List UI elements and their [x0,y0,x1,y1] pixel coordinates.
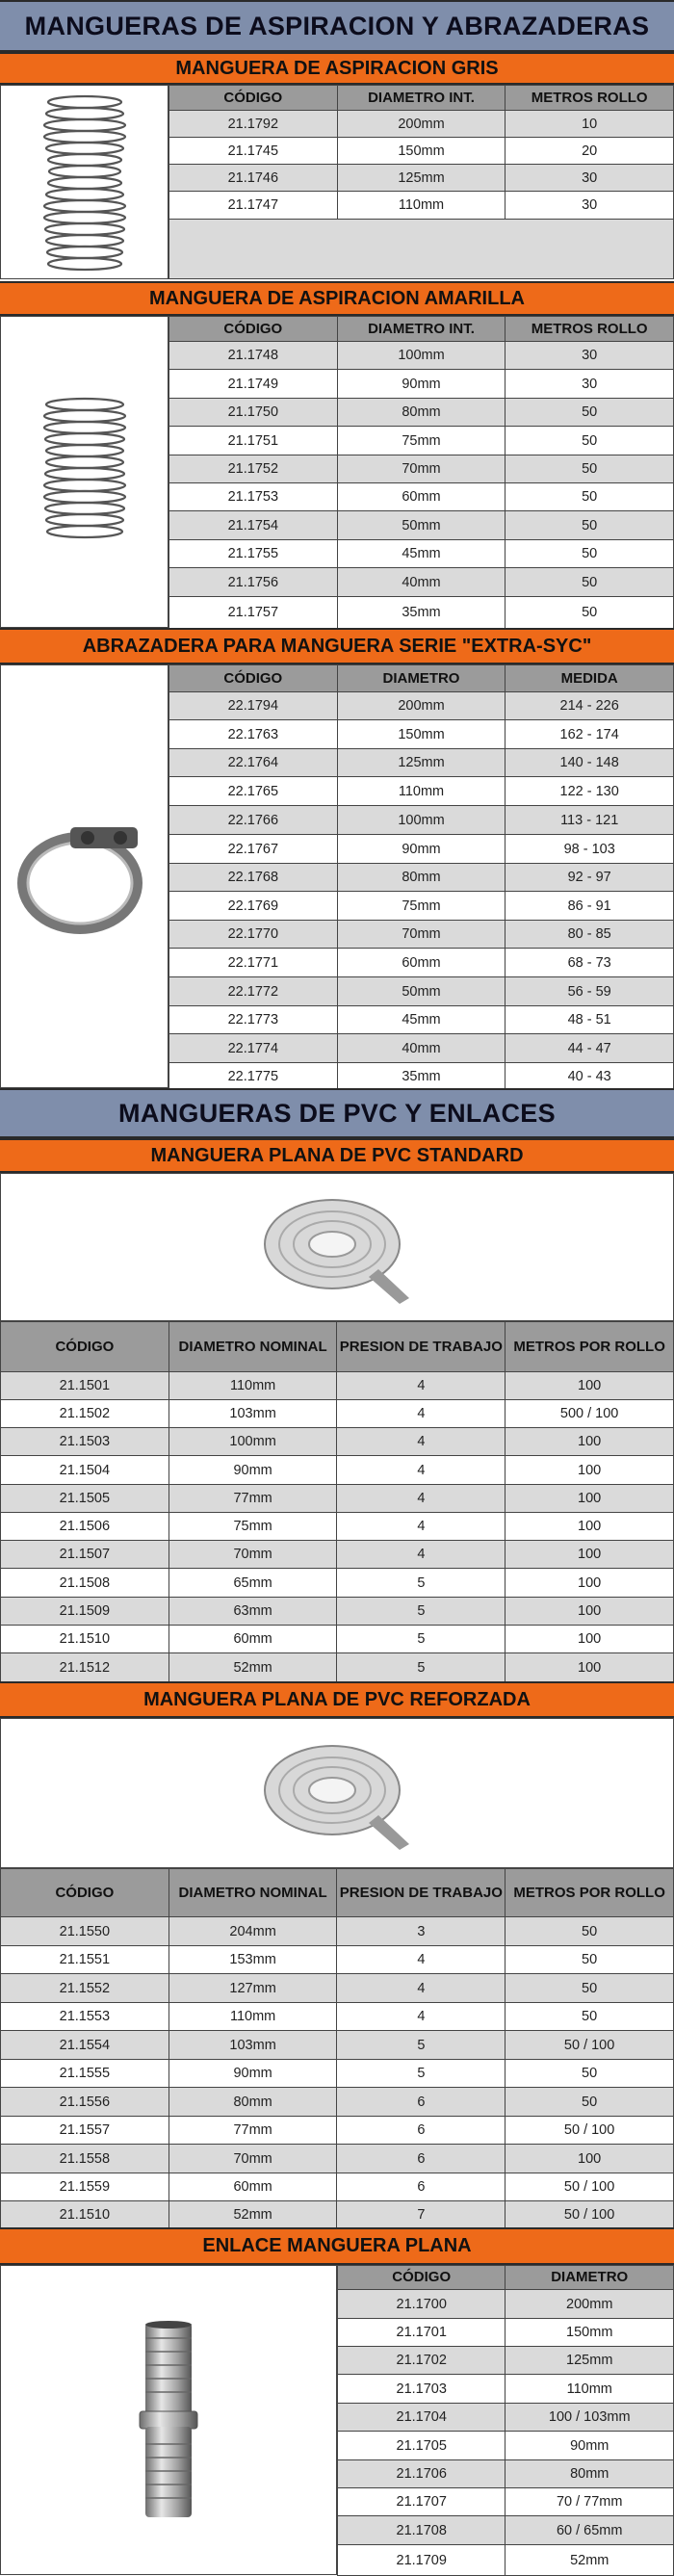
cell-diam: 70mm [337,921,506,949]
cell-code: 21.1748 [169,342,338,370]
cell-code: 21.1707 [338,2488,506,2516]
table-gris [168,85,674,220]
cell-code: 21.1703 [338,2375,506,2404]
cell-meters: 50 [506,540,674,568]
table-pvc-reforzada [0,1868,674,2229]
cell-meters: 100 [506,1372,674,1400]
cell-meters: 100 [506,1485,674,1513]
cell-code: 21.1745 [169,138,338,165]
cell-diam: 60mm [168,1626,337,1653]
cell-meters: 30 [506,192,674,220]
th-codigo: CÓDIGO [1,1322,169,1372]
cell-diam: 103mm [168,2031,337,2060]
th-diametro: DIAMETRO INT. [337,317,506,342]
th-codigo: CÓDIGO [1,1869,169,1917]
cell-meters: 50 / 100 [506,2031,674,2060]
cell-pressure: 4 [337,1456,506,1485]
cell-code: 21.1792 [169,111,338,138]
cell-code: 21.1554 [1,2031,169,2060]
cell-code: 21.1756 [169,568,338,597]
cell-meters: 50 [506,1917,674,1946]
th-diametro: DIAMETRO [337,665,506,692]
section-title-pvc-reforzada: MANGUERA PLANA DE PVC REFORZADA [0,1681,674,1718]
cell-code: 21.1501 [1,1372,169,1400]
cell-meters: 50 / 100 [506,2117,674,2145]
th-metros: METROS ROLLO [506,317,674,342]
cell-code: 21.1558 [1,2145,169,2173]
hose-clamp-icon [0,664,168,1088]
cell-pressure: 4 [337,1428,506,1456]
cell-diam: 77mm [168,2117,337,2145]
th-presion: PRESION DE TRABAJO [337,1322,506,1372]
cell-code: 21.1751 [169,427,338,455]
cell-meters: 100 [506,1626,674,1653]
cell-code: 21.1704 [338,2404,506,2432]
cell-size: 68 - 73 [506,949,674,977]
cell-code: 21.1702 [338,2347,506,2375]
cell-diam: 75mm [337,892,506,921]
cell-diam: 60mm [337,483,506,511]
cell-meters: 30 [506,342,674,370]
cell-meters: 100 [506,1598,674,1626]
cell-code: 21.1559 [1,2173,169,2201]
cell-code: 22.1764 [169,749,338,777]
cell-code: 21.1557 [1,2117,169,2145]
cell-code: 22.1774 [169,1034,338,1063]
cell-diam: 75mm [168,1513,337,1541]
cell-diam: 90mm [168,1456,337,1485]
cell-diam: 90mm [168,2060,337,2088]
cell-code: 21.1553 [1,2003,169,2031]
cell-diam: 150mm [337,138,506,165]
cell-code: 22.1769 [169,892,338,921]
cell-code: 21.1507 [1,1541,169,1569]
cell-diam: 52mm [168,1653,337,1682]
cell-pressure: 5 [337,1626,506,1653]
cell-size: 44 - 47 [506,1034,674,1063]
cell-diam: 40mm [337,568,506,597]
cell-size: 80 - 85 [506,921,674,949]
cell-pressure: 4 [337,1946,506,1974]
cell-size: 92 - 97 [506,864,674,892]
cell-pressure: 4 [337,1974,506,2003]
cell-diam: 125mm [337,749,506,777]
cell-code: 22.1767 [169,835,338,864]
cell-diam: 52mm [168,2201,337,2229]
hose-coupling-icon [0,2265,337,2575]
section-title-gris: MANGUERA DE ASPIRACION GRIS [0,52,674,85]
th-codigo: CÓDIGO [169,86,338,111]
cell-meters: 50 [506,2088,674,2117]
cell-diam: 45mm [337,1006,506,1034]
main-title-pvc: MANGUERAS DE PVC Y ENLACES [0,1088,674,1138]
cell-diam: 125mm [506,2347,674,2375]
cell-diam: 100mm [337,806,506,835]
cell-size: 214 - 226 [506,692,674,720]
cell-meters: 50 [506,2060,674,2088]
cell-diam: 80mm [337,864,506,892]
cell-diam: 150mm [506,2319,674,2347]
cell-pressure: 4 [337,1372,506,1400]
cell-meters: 100 [506,1456,674,1485]
cell-size: 122 - 130 [506,777,674,806]
th-diametro: DIAMETRO [506,2266,674,2290]
cell-diam: 35mm [337,1063,506,1090]
cell-code: 22.1766 [169,806,338,835]
cell-pressure: 4 [337,1400,506,1428]
cell-meters: 100 [506,1653,674,1682]
cell-size: 48 - 51 [506,1006,674,1034]
cell-pressure: 5 [337,1598,506,1626]
cell-diam: 100mm [337,342,506,370]
cell-meters: 50 [506,1974,674,2003]
cell-meters: 50 [506,597,674,629]
cell-meters: 30 [506,370,674,399]
cell-code: 22.1773 [169,1006,338,1034]
th-metros-rollo: METROS POR ROLLO [506,1322,674,1372]
cell-code: 21.1705 [338,2432,506,2460]
cell-diam: 90mm [506,2432,674,2460]
cell-diam: 100mm [168,1428,337,1456]
cell-diam: 204mm [168,1917,337,1946]
cell-size: 40 - 43 [506,1063,674,1090]
cell-code: 21.1505 [1,1485,169,1513]
cell-diam: 77mm [168,1485,337,1513]
cell-code: 21.1551 [1,1946,169,1974]
th-diametro: DIAMETRO INT. [337,86,506,111]
cell-diam: 200mm [337,692,506,720]
cell-pressure: 7 [337,2201,506,2229]
cell-diam: 110mm [337,777,506,806]
cell-diam: 200mm [337,111,506,138]
cell-code: 21.1757 [169,597,338,629]
cell-diam: 90mm [337,370,506,399]
cell-code: 21.1506 [1,1513,169,1541]
cell-meters: 50 [506,2003,674,2031]
cell-diam: 80mm [337,399,506,427]
cell-diam: 70mm [337,455,506,483]
cell-meters: 100 [506,1541,674,1569]
spiral-hose-gray-icon [0,85,168,279]
th-presion: PRESION DE TRABAJO [337,1869,506,1917]
cell-diam: 70 / 77mm [506,2488,674,2516]
cell-diam: 90mm [337,835,506,864]
th-metros-rollo: METROS POR ROLLO [506,1869,674,1917]
cell-code: 22.1794 [169,692,338,720]
table-filler [168,219,674,279]
cell-pressure: 5 [337,2031,506,2060]
cell-meters: 500 / 100 [506,1400,674,1428]
cell-code: 21.1755 [169,540,338,568]
cell-diam: 65mm [168,1569,337,1598]
cell-pressure: 6 [337,2145,506,2173]
cell-code: 21.1508 [1,1569,169,1598]
th-medida: MEDIDA [506,665,674,692]
cell-diam: 35mm [337,597,506,629]
table-abrazadera [168,664,674,1090]
cell-pressure: 4 [337,1513,506,1541]
cell-meters: 100 [506,1513,674,1541]
cell-meters: 100 [506,1569,674,1598]
cell-pressure: 6 [337,2173,506,2201]
cell-diam: 110mm [168,2003,337,2031]
cell-meters: 50 [506,568,674,597]
cell-pressure: 6 [337,2088,506,2117]
cell-pressure: 4 [337,2003,506,2031]
cell-pressure: 6 [337,2117,506,2145]
th-diametro-nominal: DIAMETRO NOMINAL [168,1869,337,1917]
cell-code: 21.1749 [169,370,338,399]
th-diametro-nominal: DIAMETRO NOMINAL [168,1322,337,1372]
cell-code: 22.1765 [169,777,338,806]
cell-size: 162 - 174 [506,720,674,749]
cell-code: 21.1750 [169,399,338,427]
cell-diam: 200mm [506,2290,674,2319]
section-title-amarilla: MANGUERA DE ASPIRACION AMARILLA [0,281,674,316]
cell-code: 21.1752 [169,455,338,483]
flat-hose-roll-reinforced-icon [0,1718,674,1868]
cell-diam: 60mm [168,2173,337,2201]
section-title-abrazadera: ABRAZADERA PARA MANGUERA SERIE "EXTRA-SYC" [0,628,674,664]
cell-meters: 50 / 100 [506,2173,674,2201]
section-title-pvc-standard: MANGUERA PLANA DE PVC STANDARD [0,1138,674,1173]
cell-diam: 110mm [168,1372,337,1400]
cell-code: 21.1509 [1,1598,169,1626]
cell-code: 21.1754 [169,511,338,540]
cell-diam: 50mm [337,511,506,540]
th-codigo: CÓDIGO [169,317,338,342]
cell-code: 21.1512 [1,1653,169,1682]
cell-diam: 52mm [506,2545,674,2576]
cell-code: 21.1556 [1,2088,169,2117]
cell-diam: 60 / 65mm [506,2516,674,2545]
cell-code: 21.1708 [338,2516,506,2545]
cell-meters: 50 [506,1946,674,1974]
cell-code: 22.1770 [169,921,338,949]
cell-diam: 40mm [337,1034,506,1063]
cell-meters: 50 [506,511,674,540]
cell-code: 21.1706 [338,2460,506,2488]
cell-code: 21.1555 [1,2060,169,2088]
cell-code: 21.1510 [1,1626,169,1653]
section-title-enlace: ENLACE MANGUERA PLANA [0,2227,674,2265]
th-metros: METROS ROLLO [506,86,674,111]
cell-code: 21.1502 [1,1400,169,1428]
cell-diam: 63mm [168,1598,337,1626]
cell-diam: 110mm [337,192,506,220]
cell-code: 21.1701 [338,2319,506,2347]
cell-size: 113 - 121 [506,806,674,835]
cell-code: 21.1552 [1,1974,169,2003]
cell-meters: 50 [506,427,674,455]
spiral-hose-yellow-icon [0,316,168,628]
cell-code: 21.1746 [169,165,338,192]
cell-code: 21.1550 [1,1917,169,1946]
cell-code: 22.1763 [169,720,338,749]
cell-pressure: 3 [337,1917,506,1946]
cell-diam: 45mm [337,540,506,568]
cell-code: 21.1700 [338,2290,506,2319]
th-codigo: CÓDIGO [169,665,338,692]
cell-code: 21.1747 [169,192,338,220]
cell-diam: 127mm [168,1974,337,2003]
cell-size: 56 - 59 [506,977,674,1006]
cell-pressure: 4 [337,1485,506,1513]
table-enlace [337,2265,674,2576]
cell-size: 86 - 91 [506,892,674,921]
cell-code: 21.1504 [1,1456,169,1485]
cell-size: 98 - 103 [506,835,674,864]
cell-pressure: 5 [337,1569,506,1598]
cell-diam: 60mm [337,949,506,977]
th-codigo: CÓDIGO [338,2266,506,2290]
flat-hose-roll-icon [0,1173,674,1321]
cell-diam: 103mm [168,1400,337,1428]
cell-diam: 153mm [168,1946,337,1974]
table-pvc-standard [0,1321,674,1682]
cell-code: 21.1709 [338,2545,506,2576]
cell-diam: 100 / 103mm [506,2404,674,2432]
cell-diam: 70mm [168,1541,337,1569]
cell-diam: 80mm [168,2088,337,2117]
cell-diam: 75mm [337,427,506,455]
cell-diam: 70mm [168,2145,337,2173]
cell-code: 22.1771 [169,949,338,977]
cell-diam: 110mm [506,2375,674,2404]
cell-meters: 100 [506,1428,674,1456]
cell-code: 21.1510 [1,2201,169,2229]
cell-diam: 50mm [337,977,506,1006]
cell-diam: 80mm [506,2460,674,2488]
cell-code: 21.1753 [169,483,338,511]
cell-meters: 20 [506,138,674,165]
cell-meters: 100 [506,2145,674,2173]
cell-code: 22.1768 [169,864,338,892]
cell-pressure: 4 [337,1541,506,1569]
cell-pressure: 5 [337,2060,506,2088]
main-title-suction: MANGUERAS DE ASPIRACION Y ABRAZADERAS [0,0,674,52]
cell-meters: 50 [506,455,674,483]
cell-diam: 150mm [337,720,506,749]
cell-diam: 125mm [337,165,506,192]
cell-code: 22.1772 [169,977,338,1006]
cell-meters: 50 [506,483,674,511]
cell-meters: 10 [506,111,674,138]
cell-code: 21.1503 [1,1428,169,1456]
cell-meters: 50 / 100 [506,2201,674,2229]
cell-size: 140 - 148 [506,749,674,777]
cell-meters: 50 [506,399,674,427]
table-amarilla [168,316,674,629]
cell-meters: 30 [506,165,674,192]
cell-code: 22.1775 [169,1063,338,1090]
cell-pressure: 5 [337,1653,506,1682]
